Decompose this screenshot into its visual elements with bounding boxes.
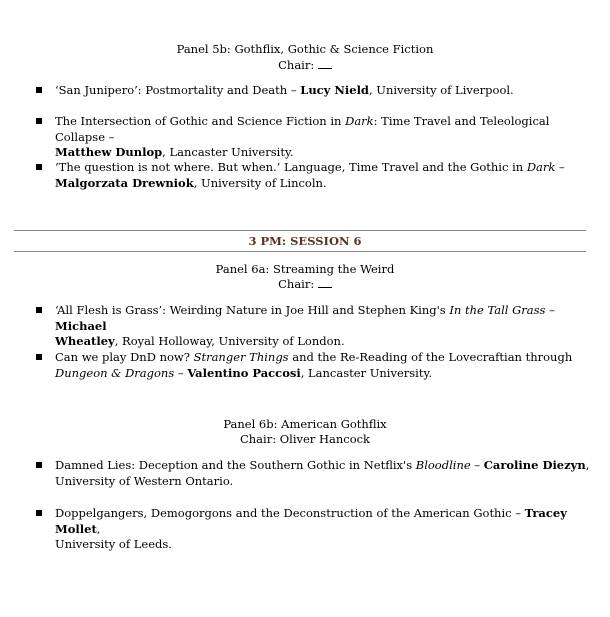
talk-title: Damned Lies: Deception and the Southern Gothic in Netflix's [55,458,416,472]
session-heading: 3 PM: SESSION 6 [248,234,362,248]
list-item [55,83,595,99]
chair-blank-line [318,277,332,288]
speaker-name: Tracey Mollet [55,506,567,536]
list-item [55,506,595,553]
panel-5b-chair [0,58,610,74]
speaker-name: Valentino Paccosi [187,365,301,380]
affiliation: , [96,521,101,536]
list-item [55,114,595,161]
talk-title-italic: In the Tall Grass [449,303,546,317]
chair-blank-line [318,58,332,69]
talk-title-italic: Dark [526,160,556,174]
speaker-name: Matthew Dunlop [55,145,163,159]
speaker-name: Lucy Nield [300,83,369,97]
affiliation: , Lancaster University. [300,365,433,380]
divider-top [14,230,586,231]
panel-5b-title: Panel 5b: Gothflix, Gothic & Science Fiction [176,42,434,56]
talk-title: – [470,458,484,472]
list-item [55,458,595,489]
affiliation: University of Western Ontario. [55,473,234,488]
bullet-icon [36,118,42,124]
panel-6b-chair: Chair: Oliver Hancock [239,432,371,446]
bullet-icon [36,164,42,170]
list-item [55,160,595,191]
talk-title: – [545,303,555,317]
list-item [55,303,595,350]
affiliation: , Royal Holloway, University of London. [114,334,345,348]
bullet-icon [36,462,42,468]
speaker-name: Malgorzata Drewniok [55,175,194,190]
affiliation: , University of Lincoln. [193,175,327,190]
talk-title: ‘All Flesh is Grass’: Weirding Nature in Joe Hill and Stephen King's [55,303,450,317]
talk-title-italic: Dark [345,114,374,128]
talk-title: Can we play DnD now? [55,350,194,364]
talk-title-italic: Bloodline [415,458,471,472]
affiliation: , [585,458,590,472]
talk-title: Doppelgangers, Demogorgons and the Deconstruction of the American Gothic – [55,506,525,520]
divider-bottom [14,251,586,252]
affiliation: University of Leeds. [55,537,172,551]
panel-5b-chair-label: Chair: [278,58,315,72]
bullet-icon [36,354,42,360]
panel-6b-title: Panel 6b: American Gothflix [223,417,387,431]
talk-title: ‘The question is not where. But when.’ Language, Time Travel and the Gothic in [55,160,527,174]
talk-title: – [555,160,565,174]
list-item [55,350,595,381]
speaker-name: Michael [55,318,107,333]
talk-title: : Time Travel and Teleological Collapse – [55,114,550,144]
bullet-icon [36,307,42,313]
talk-title-italic: Dungeon & Dragons [55,365,175,380]
bullet-icon [36,510,42,516]
affiliation: , University of Liverpool. [368,83,514,97]
affiliation: , Lancaster University. [162,145,294,159]
bullet-icon [36,87,42,93]
talk-title-italic: Stranger Things [193,350,289,364]
talk-title: – [174,365,188,380]
speaker-name: Caroline Diezyn [483,458,586,472]
speaker-name: Wheatley [55,334,115,348]
talk-title: The Intersection of Gothic and Science Fiction in [55,114,346,128]
talk-title: and the Re-Reading of the Lovecraftian through [288,350,573,364]
talk-title: ‘San Junipero’: Postmortality and Death – [55,83,301,97]
panel-6a-title: Panel 6a: Streaming the Weird [215,262,395,276]
panel-6a-chair [0,277,610,293]
panel-6a-chair-label: Chair: [278,277,315,291]
